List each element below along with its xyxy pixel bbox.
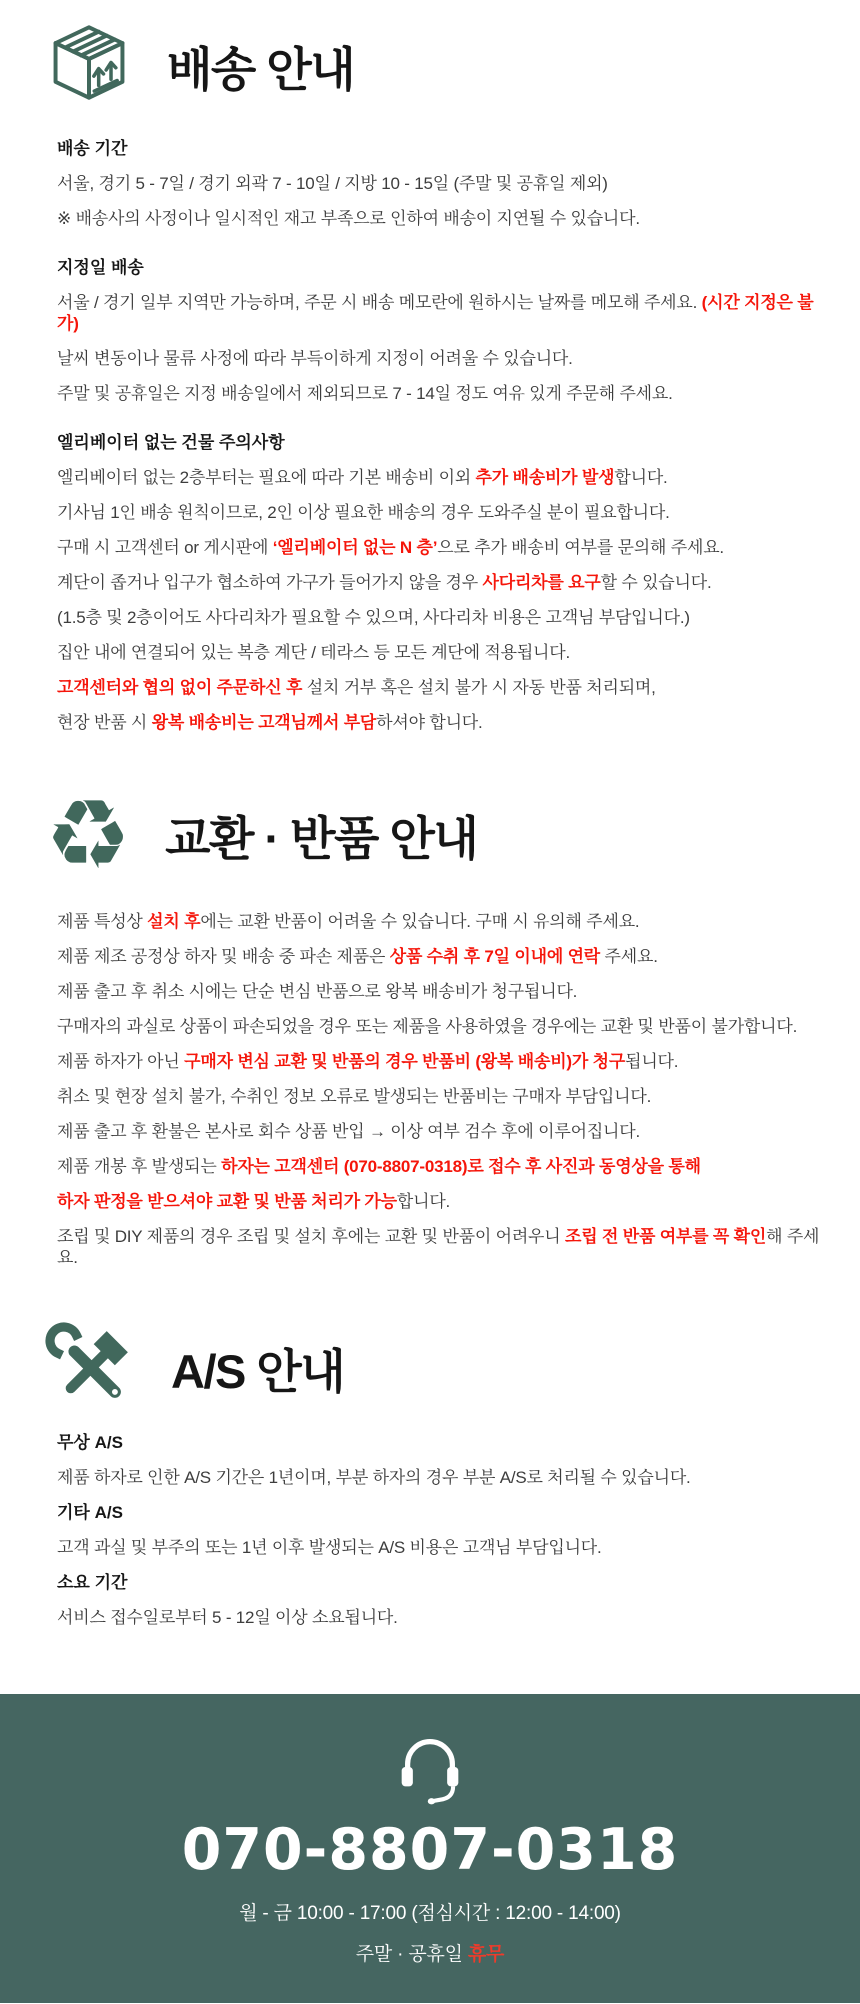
highlight-text: 상품 수취 후 7일 이내에 연락 xyxy=(389,947,601,966)
text-run: 조립 및 DIY 제품의 경우 조립 및 설치 후에는 교환 및 반품이 어려우니 xyxy=(57,1227,566,1246)
box-icon xyxy=(45,22,133,110)
text-line xyxy=(57,1016,824,1037)
text-run: 기사님 1인 배송 원칙이므로, 2인 이상 필요한 배송의 경우 도와주실 분이 필요합니다. xyxy=(57,503,670,522)
section-shipping xyxy=(57,22,824,733)
text-line xyxy=(57,607,824,628)
highlight-text: 설치 후 xyxy=(147,912,201,931)
text-run: 합니다. xyxy=(396,1192,451,1211)
block-subtitle: 무상 A/S xyxy=(57,1433,123,1452)
text-run: 서울, 경기 5 - 7일 / 경기 외곽 7 - 10일 / 지방 10 - 15일 (주말 및 공휴일 제외) xyxy=(57,174,608,193)
highlight-text: ‘엘리베이터 없는 N 층’ xyxy=(272,538,438,557)
text-line xyxy=(57,502,824,523)
text-line xyxy=(57,1537,824,1558)
text-run: 집안 내에 연결되어 있는 복층 계단 / 테라스 등 모든 계단에 적용됩니다. xyxy=(57,643,571,662)
text-run: 제품 출고 후 환불은 본사로 회수 상품 반입 → 이상 여부 검수 후에 이루어집니다. xyxy=(57,1122,641,1141)
text-run: 제품 개봉 후 발생되는 xyxy=(57,1157,222,1176)
text-run: 제품 하자로 인한 A/S 기간은 1년이며, 부분 하자의 경우 부분 A/S로 처리될 수 있습니다. xyxy=(57,1468,691,1487)
text-run: 고객 과실 및 부주의 또는 1년 이후 발생되는 A/S 비용은 고객님 부담입니다. xyxy=(57,1538,602,1557)
section-exchange-return xyxy=(45,779,824,1268)
text-run: 엘리베이터 없는 2층부터는 필요에 따라 기본 배송비 이외 xyxy=(57,468,476,487)
text-line xyxy=(57,173,824,194)
highlight-text: 하자 판정을 받으셔야 교환 및 반품 처리가 가능 xyxy=(57,1192,397,1211)
section-header xyxy=(45,1322,824,1414)
highlight-text: 사다리차를 요구 xyxy=(482,573,601,592)
text-line xyxy=(57,946,824,967)
text-run: 제품 하자가 아닌 xyxy=(57,1052,185,1071)
cs-phone-number: 070-8807-0318 xyxy=(181,1817,679,1883)
text-line xyxy=(57,1086,824,1107)
text-run: 주세요. xyxy=(600,947,658,966)
tools-icon xyxy=(45,1322,137,1414)
text-run: 에는 교환 반품이 어려울 수 있습니다. 구매 시 유의해 주세요. xyxy=(200,912,640,931)
text-run: 구매자의 과실로 상품이 파손되었을 경우 또는 제품을 사용하였을 경우에는 교환 및 반품이 불가합니다. xyxy=(57,1017,798,1036)
text-run: 하셔야 합니다. xyxy=(376,713,483,732)
section-title: 교환 · 반품 안내 xyxy=(165,811,478,865)
cs-hours: 월 - 금 10:00 - 17:00 (점심시간 : 12:00 - 14:00) xyxy=(239,1903,621,1924)
text-line xyxy=(57,1051,824,1072)
section-after-service xyxy=(57,1322,824,1628)
recycle-icon: ♻ xyxy=(45,779,132,891)
text-run: 서울 / 경기 일부 지역만 가능하며, 주문 시 배송 메모란에 원하시는 날짜를 메모해 주세요. xyxy=(57,293,702,312)
text-block xyxy=(57,257,824,404)
text-run: 계단이 좁거나 입구가 협소하여 가구가 들어가지 않을 경우 xyxy=(57,573,483,592)
text-run: 취소 및 현장 설치 불가, 수취인 정보 오류로 발생되는 반품비는 구매자 부담입니다. xyxy=(57,1087,652,1106)
text-block xyxy=(57,432,824,733)
text-run: 구매 시 고객센터 or 게시판에 xyxy=(57,538,273,557)
highlight-text: 고객센터와 협의 없이 주문하신 후 xyxy=(57,678,307,697)
text-line xyxy=(57,348,824,369)
text-line xyxy=(57,677,824,698)
highlight-text: 구매자 변심 교환 및 반품의 경우 반품비 (왕복 배송비)가 청구 xyxy=(184,1052,626,1071)
text-run: 제품 특성상 xyxy=(57,912,148,931)
text-run: 현장 반품 시 xyxy=(57,713,152,732)
text-line xyxy=(57,1607,824,1628)
text-line xyxy=(57,467,824,488)
cs-closed-highlight: 휴무 xyxy=(467,1944,505,1965)
text-line xyxy=(57,712,824,733)
text-run: 제품 제조 공정상 하자 및 배송 중 파손 제품은 xyxy=(57,947,390,966)
text-run: 으로 추가 배송비 여부를 문의해 주세요. xyxy=(437,538,724,557)
text-line xyxy=(57,1226,824,1268)
text-block xyxy=(57,1432,824,1488)
highlight-text: 왕복 배송비는 고객님께서 부담 xyxy=(151,713,377,732)
text-block xyxy=(57,911,824,1268)
text-run: (1.5층 및 2층이어도 사다리차가 필요할 수 있으며, 사다리차 비용은 고객님 부담입니다.) xyxy=(57,608,690,627)
text-run: 주말 및 공휴일은 지정 배송일에서 제외되므로 7 - 14일 정도 여유 있게 주문해 주세요. xyxy=(57,384,673,403)
section-title: 배송 안내 xyxy=(167,42,355,96)
text-line xyxy=(57,208,824,229)
text-run: ※ 배송사의 사정이나 일시적인 재고 부족으로 인하여 배송이 지연될 수 있습니다. xyxy=(57,209,640,228)
cs-closed-prefix: 주말 · 공휴일 xyxy=(355,1944,468,1965)
text-line xyxy=(57,572,824,593)
section-title: A/S 안내 xyxy=(171,1344,345,1398)
text-line xyxy=(57,1467,824,1488)
block-subtitle: 배송 기간 xyxy=(57,139,128,158)
text-line xyxy=(57,981,824,1002)
block-subtitle: 지정일 배송 xyxy=(57,258,144,277)
text-line xyxy=(57,1121,824,1142)
text-block xyxy=(57,138,824,229)
text-line xyxy=(57,537,824,558)
text-run: 날씨 변동이나 물류 사정에 따라 부득이하게 지정이 어려울 수 있습니다. xyxy=(57,349,573,368)
text-run: 설치 거부 혹은 설치 불가 시 자동 반품 처리되며, xyxy=(306,678,656,697)
text-block xyxy=(57,1572,824,1628)
text-line xyxy=(57,1156,824,1177)
text-block xyxy=(57,1502,824,1558)
section-header xyxy=(45,22,824,110)
text-line xyxy=(57,292,824,334)
highlight-text: 추가 배송비가 발생 xyxy=(475,468,615,487)
highlight-text: 하자는 고객센터 (070-8807-0318)로 접수 후 사진과 동영상을 통해 xyxy=(221,1157,701,1176)
cs-closed-notice xyxy=(356,1939,504,1966)
highlight-text: (시간 지정은 불가) xyxy=(57,293,814,333)
block-subtitle: 엘리베이터 없는 건물 주의사항 xyxy=(57,433,285,452)
text-run: 해 주세요. xyxy=(57,1227,820,1267)
text-line xyxy=(57,1191,824,1212)
customer-service-footer xyxy=(0,1694,860,2003)
section-header xyxy=(45,779,824,891)
headset-icon xyxy=(389,1728,471,1806)
text-line xyxy=(57,642,824,663)
text-run: 제품 출고 후 취소 시에는 단순 변심 반품으로 왕복 배송비가 청구됩니다. xyxy=(57,982,578,1001)
block-subtitle: 기타 A/S xyxy=(57,1503,123,1522)
text-run: 합니다. xyxy=(614,468,668,487)
highlight-text: 조립 전 반품 여부를 꼭 확인 xyxy=(565,1227,767,1246)
block-subtitle: 소요 기간 xyxy=(57,1573,128,1592)
text-run: 됩니다. xyxy=(625,1052,679,1071)
text-run: 할 수 있습니다. xyxy=(600,573,712,592)
text-line xyxy=(57,383,824,404)
text-line xyxy=(57,911,824,932)
text-run: 서비스 접수일로부터 5 - 12일 이상 소요됩니다. xyxy=(57,1608,398,1627)
